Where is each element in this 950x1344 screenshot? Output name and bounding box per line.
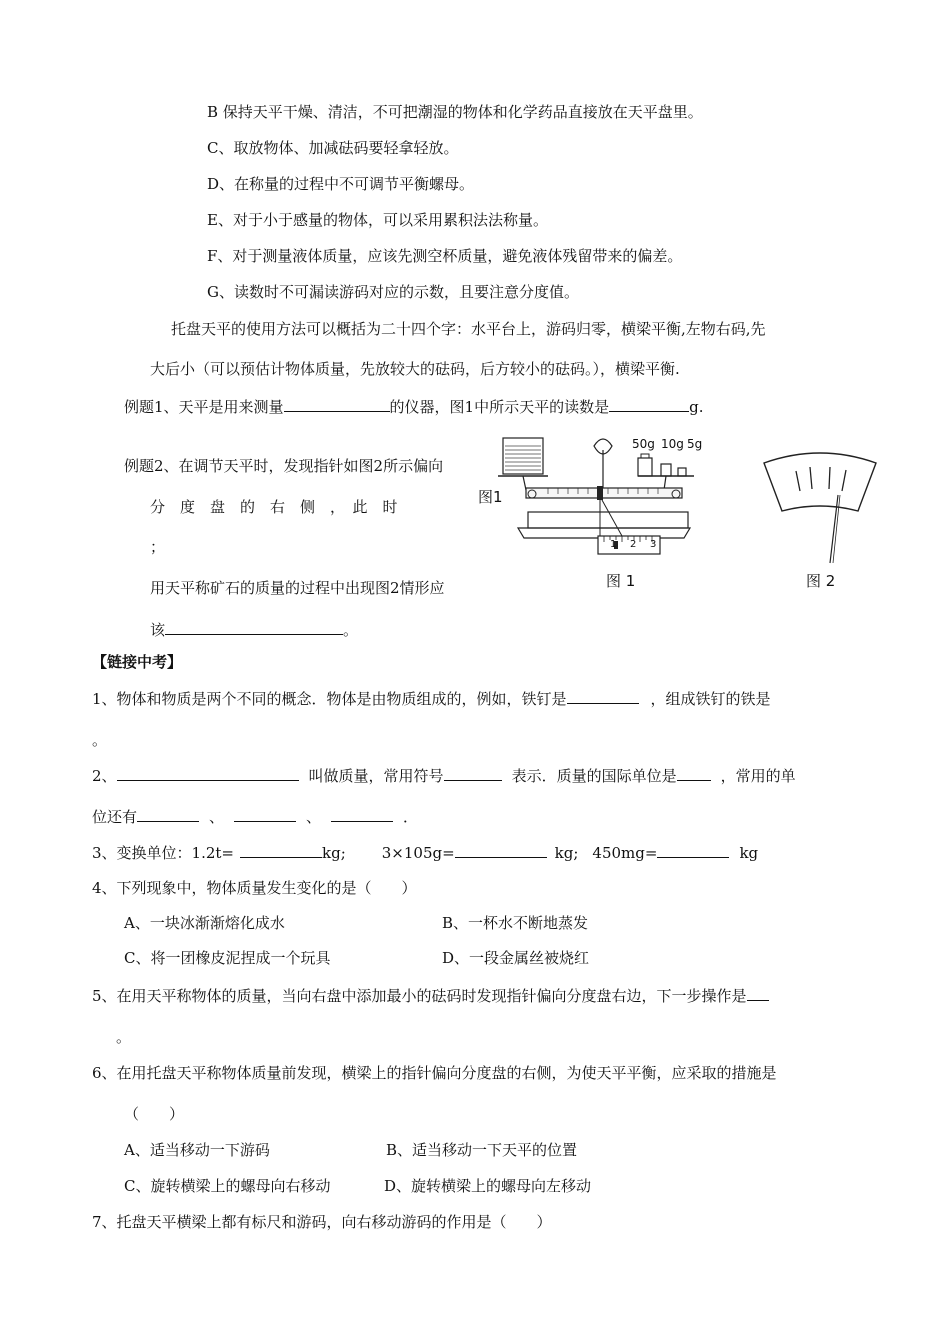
q3-blank-2[interactable]	[455, 842, 547, 858]
q5-blank[interactable]	[747, 985, 769, 1001]
example-2-blank[interactable]	[165, 619, 343, 635]
q6-option-d[interactable]: D、旋转横梁上的螺母向左移动	[384, 1177, 592, 1195]
q3-text-a: 3、变换单位：1.2t=	[92, 844, 234, 862]
item-e: E、对于小于感量的物体，可以采用累积法法称量。	[207, 211, 548, 229]
figure-1-side-label: 图1	[478, 488, 503, 506]
q1-end: 。	[92, 731, 108, 749]
q2-blank-5[interactable]	[234, 806, 296, 822]
weight-50g	[638, 458, 652, 476]
example-2-line-3: ；	[150, 538, 166, 556]
example-2-line-5	[150, 619, 358, 640]
q2-text-a: 2、	[92, 767, 117, 785]
q4-option-c[interactable]: C、将一团橡皮泥捏成一个玩具	[124, 949, 331, 967]
q2-text-b: 叫做质量，常用符号	[308, 767, 444, 785]
q3-blank-1b[interactable]	[240, 842, 322, 858]
weight-5g	[678, 468, 686, 476]
figure-2-caption: 图 2	[806, 572, 836, 590]
q2-text-e: 位还有	[92, 808, 138, 826]
question-7: 7、托盘天平横梁上都有标尺和游码，向右移动游码的作用是（ ）	[92, 1213, 552, 1231]
item-d: D、在称量的过程中不可调节平衡螺母。	[207, 175, 475, 193]
scale-label-3: 3	[650, 539, 657, 550]
figure-2-dial	[760, 445, 880, 565]
example-1	[124, 396, 703, 417]
question-2	[92, 765, 796, 786]
q2-blank-1[interactable]	[117, 765, 299, 781]
example-2-line-4: 用天平称矿石的质量的过程中出现图2情形应	[150, 579, 445, 597]
q3-unit-3: kg	[739, 844, 759, 862]
q6-option-a[interactable]: A、适当移动一下游码	[124, 1141, 270, 1159]
q3-unit-2: kg;	[554, 844, 579, 862]
example-2-line-1: 例题2、在调节天平时，发现指针如图2所示偏向	[124, 457, 444, 475]
q2-blank-4[interactable]	[137, 806, 199, 822]
q3-blank-3[interactable]	[657, 842, 729, 858]
item-c: C、取放物体、加减砝码要轻拿轻放。	[207, 139, 459, 157]
q2-blank-2[interactable]	[444, 765, 502, 781]
q3-text-c: 450mg=	[592, 844, 658, 862]
section-heading: 【链接中考】	[92, 653, 183, 671]
weight-10g	[661, 464, 671, 476]
weight-label-50g: 50g	[632, 437, 655, 451]
q2-text-d: ，常用的单	[720, 767, 796, 785]
example-2-line-2: 分 度 盘 的 右 侧 ， 此 时	[150, 498, 398, 516]
q1-blank-1[interactable]	[567, 688, 639, 704]
example-1-text-c: g.	[689, 398, 704, 416]
example-2-text-a: 该	[150, 621, 166, 639]
item-g: G、读数时不可漏读游码对应的示数，且要注意分度值。	[207, 283, 579, 301]
q5-text-a: 5、在用天平称物体的质量，当向右盘中添加最小的砝码时发现指针偏向分度盘右边，下一步操作是	[92, 987, 747, 1005]
q4-option-a[interactable]: A、一块冰渐渐熔化成水	[124, 914, 285, 932]
example-2-text-b: 。	[343, 621, 359, 639]
question-5	[92, 985, 769, 1006]
example-1-text-b: 的仪器，图1中所示天平的读数是	[389, 398, 610, 416]
q4-option-b[interactable]: B、一杯水不断地蒸发	[442, 914, 589, 932]
q5-end: 。	[116, 1028, 132, 1046]
scale-label-1: 1	[610, 539, 617, 550]
question-2-cont	[92, 806, 418, 827]
q2-blank-6[interactable]	[331, 806, 393, 822]
question-3	[92, 842, 758, 863]
q2-end: ．	[403, 808, 419, 826]
weight-label-5g: 5g	[687, 437, 703, 451]
q1-text-a: 1、物体和物质是两个不同的概念．物体是由物质组成的，例如，铁钉是	[92, 690, 567, 708]
q6-option-c[interactable]: C、旋转横梁上的螺母向右移动	[124, 1177, 331, 1195]
q2-blank-3[interactable]	[677, 765, 711, 781]
summary-line-2: 大后小（可以预估计物体质量，先放较大的砝码，后方较小的砝码。），横梁平衡.	[150, 360, 680, 378]
example-1-text-a: 例题1、天平是用来测量	[124, 398, 284, 416]
q2-sep-1: 、	[209, 808, 225, 826]
q1-text-b: ，组成铁钉的铁是	[650, 690, 771, 708]
q6-paren: （ ）	[124, 1105, 185, 1123]
q2-text-c: 表示．质量的国际单位是	[511, 767, 677, 785]
scale-label-2: 2	[630, 539, 637, 550]
example-1-blank-1[interactable]	[284, 396, 390, 412]
figure-1-caption: 图 1	[606, 572, 636, 590]
question-6: 6、在用托盘天平称物体质量前发现，横梁上的指针偏向分度盘的右侧，为使天平平衡，应采取的措施是	[92, 1064, 777, 1082]
q3-text-b: 3×105g=	[381, 844, 455, 862]
weight-label-10g: 10g	[661, 437, 684, 451]
figure-1-balance	[498, 428, 698, 588]
q4-option-d[interactable]: D、一段金属丝被烧红	[442, 949, 590, 967]
item-f: F、对于测量液体质量，应该先测空杯质量，避免液体残留带来的偏差。	[207, 247, 683, 265]
summary-line-1: 托盘天平的使用方法可以概括为二十四个字：水平台上，游码归零，横梁平衡,左物右码,先	[171, 320, 766, 338]
question-4: 4、下列现象中，物体质量发生变化的是（ ）	[92, 879, 417, 897]
q2-sep-2: 、	[306, 808, 322, 826]
item-b: B 保持天平干燥、清洁，不可把潮湿的物体和化学药品直接放在天平盘里。	[207, 103, 703, 121]
q6-option-b[interactable]: B、适当移动一下天平的位置	[386, 1141, 578, 1159]
question-1	[92, 688, 771, 709]
example-1-blank-2[interactable]	[609, 396, 689, 412]
q3-unit-1: kg;	[322, 844, 346, 862]
